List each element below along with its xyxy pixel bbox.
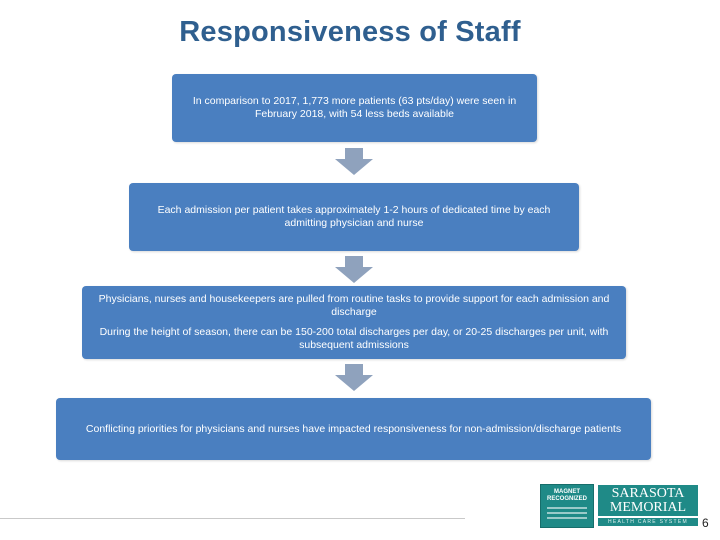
down-arrow-icon	[335, 256, 373, 283]
flow-box-text: Each admission per patient takes approximately 1-2 hours of dedicated time by each admitting physician and nurse	[157, 204, 551, 229]
flow-box-staff-pulled	[82, 286, 626, 359]
logo-name-line: SARASOTA	[611, 486, 685, 501]
flow-box-patient-volume	[172, 74, 537, 142]
flow-box-text: In comparison to 2017, 1,773 more patients (63 pts/day) were seen in February 2018, with 54 less beds available	[192, 95, 517, 120]
down-arrow-icon	[335, 148, 373, 175]
logo-name-line: MEMORIAL	[609, 500, 687, 515]
footer-divider	[0, 518, 465, 519]
sarasota-memorial-logo	[540, 484, 696, 530]
magnet-badge-text: RECOGNIZED	[546, 496, 587, 502]
logo-name	[598, 485, 698, 516]
logo-tagline: HEALTH CARE SYSTEM	[598, 518, 698, 526]
magnet-badge-icon	[540, 484, 594, 528]
down-arrow-icon	[335, 364, 373, 391]
flow-box-admission-time	[129, 183, 579, 251]
magnet-badge-text: MAGNET	[554, 489, 580, 495]
page-number: 6	[702, 516, 709, 530]
flow-box-text: Physicians, nurses and housekeepers are pulled from routine tasks to provide support for each admission and discharge	[98, 293, 610, 318]
flow-box-text: Conflicting priorities for physicians and nurses have impacted responsiveness for non-admission/discharge patients	[85, 422, 622, 435]
slide-title: Responsiveness of Staff	[179, 16, 521, 48]
flow-box-conflicting-priorities	[56, 398, 651, 460]
flow-box-text: During the height of season, there can be 150-200 total discharges per day, or 20-25 discharges per unit, with subsequent admissions	[99, 326, 609, 351]
